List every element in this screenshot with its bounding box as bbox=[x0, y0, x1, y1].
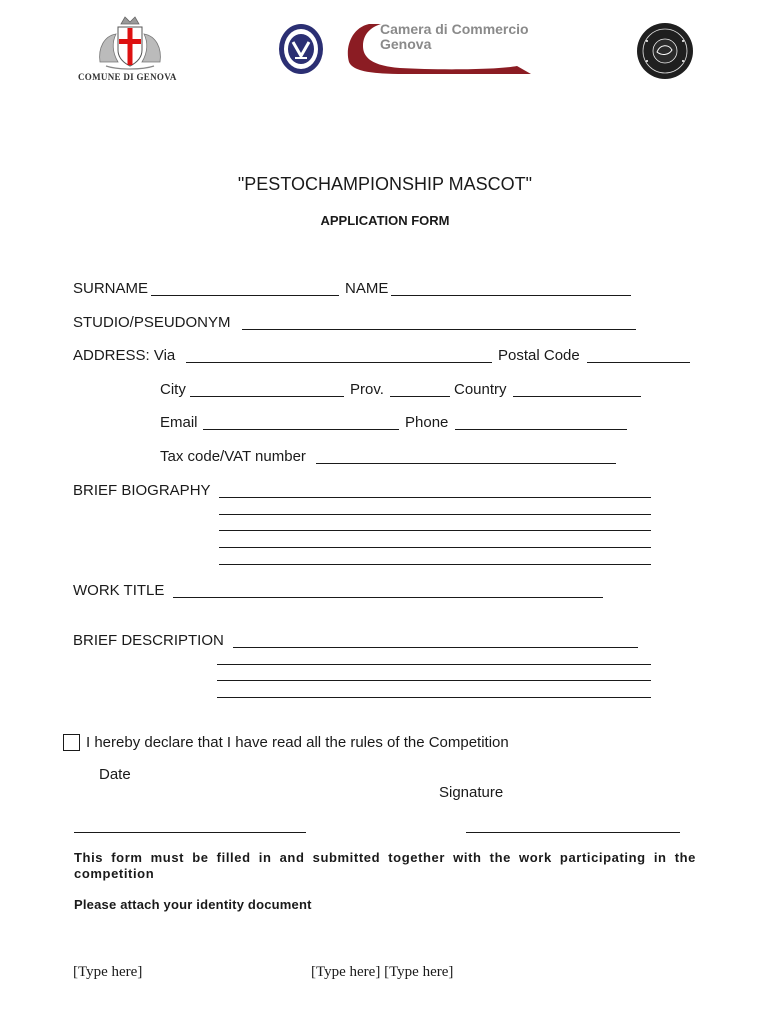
phone-label: Phone bbox=[405, 414, 449, 431]
biography-field-line-1[interactable] bbox=[219, 497, 651, 498]
signature-field[interactable] bbox=[466, 832, 680, 833]
tax-code-field[interactable] bbox=[316, 463, 616, 464]
date-field[interactable] bbox=[74, 832, 306, 833]
camera-line2: Genova bbox=[380, 36, 432, 52]
pesto-championship-logo bbox=[636, 22, 694, 80]
address-label: ADDRESS: Via bbox=[73, 347, 176, 364]
email-field[interactable] bbox=[203, 429, 399, 430]
declaration-checkbox[interactable] bbox=[63, 734, 80, 751]
seal-logo bbox=[277, 22, 325, 77]
postal-code-field[interactable] bbox=[587, 362, 690, 363]
form-title: "PESTOCHAMPIONSHIP MASCOT" bbox=[237, 174, 533, 194]
description-field-line-3[interactable] bbox=[217, 680, 651, 681]
date-label: Date bbox=[99, 766, 131, 783]
signature-label: Signature bbox=[439, 784, 504, 801]
biography-field-line-2[interactable] bbox=[219, 514, 651, 515]
description-field-line-2[interactable] bbox=[217, 664, 651, 665]
attach-note: Please attach your identity document bbox=[74, 897, 312, 912]
work-title-label: WORK TITLE bbox=[73, 582, 165, 599]
studio-field[interactable] bbox=[242, 329, 636, 330]
comune-di-genova-logo bbox=[78, 14, 177, 84]
submission-note: This form must be filled in and submitted together with the work participating in the competition bbox=[74, 850, 696, 881]
studio-label: STUDIO/PSEUDONYM bbox=[73, 314, 231, 331]
biography-field-line-3[interactable] bbox=[219, 530, 651, 531]
city-field[interactable] bbox=[190, 396, 344, 397]
name-field[interactable] bbox=[391, 295, 631, 296]
address-field[interactable] bbox=[186, 362, 492, 363]
biography-label: BRIEF BIOGRAPHY bbox=[73, 482, 211, 499]
comune-caption: COMUNE DI GENOVA bbox=[78, 72, 177, 82]
tax-code-label: Tax code/VAT number bbox=[160, 448, 306, 465]
work-title-field[interactable] bbox=[173, 597, 603, 598]
country-label: Country bbox=[454, 381, 507, 398]
camera-di-commercio-logo bbox=[345, 18, 535, 78]
footer-left-placeholder: [Type here] bbox=[73, 964, 143, 980]
camera-line1: Camera di Commercio bbox=[380, 21, 529, 37]
prov-field[interactable] bbox=[390, 396, 450, 397]
biography-field-line-4[interactable] bbox=[219, 547, 651, 548]
biography-field-line-5[interactable] bbox=[219, 564, 651, 565]
name-label: NAME bbox=[345, 280, 389, 297]
phone-field[interactable] bbox=[455, 429, 627, 430]
surname-label: SURNAME bbox=[73, 280, 149, 297]
email-label: Email bbox=[160, 414, 198, 431]
surname-field[interactable] bbox=[151, 295, 339, 296]
footer-right-placeholder: [Type here] [Type here] bbox=[311, 964, 454, 980]
declaration-text: I hereby declare that I have read all the rules of the Competition bbox=[86, 734, 509, 751]
description-field-line-1[interactable] bbox=[233, 647, 638, 648]
prov-label: Prov. bbox=[350, 381, 384, 398]
form-subtitle: APPLICATION FORM bbox=[320, 213, 450, 228]
postal-code-label: Postal Code bbox=[498, 347, 580, 364]
country-field[interactable] bbox=[513, 396, 641, 397]
description-label: BRIEF DESCRIPTION bbox=[73, 632, 224, 649]
description-field-line-4[interactable] bbox=[217, 697, 651, 698]
city-label: City bbox=[160, 381, 186, 398]
